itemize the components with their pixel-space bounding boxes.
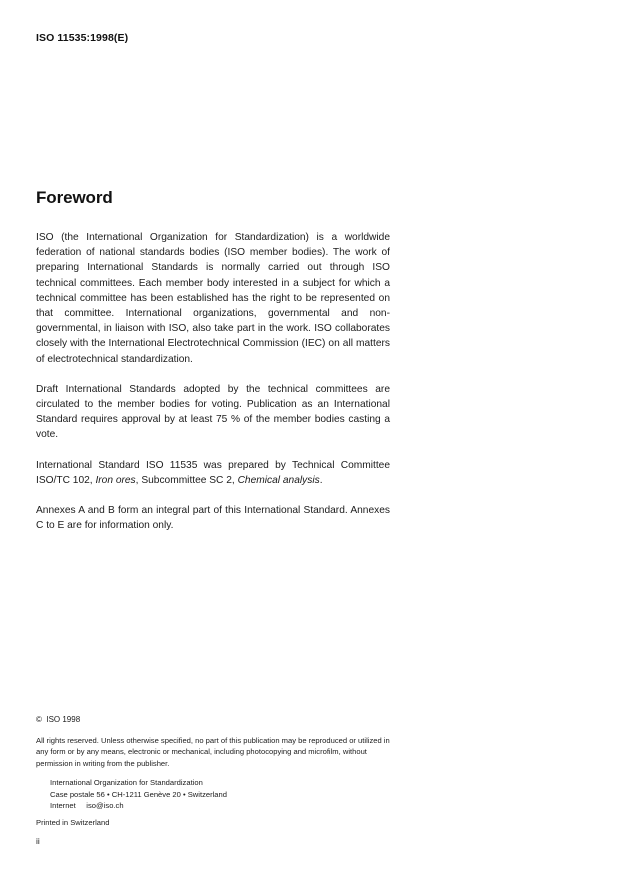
imprint-block — [36, 714, 406, 829]
copyright-notice: © ISO 1998 — [36, 715, 81, 724]
page-title: Foreword — [36, 188, 113, 207]
foreword-section — [36, 188, 390, 533]
foreword-paragraph-2: Draft International Standards adopted by the technical committees are circulated to the member bodies for voting. Publication as an International Standard requires approval by at least 75 % of the member bodies casting a vote. — [36, 383, 390, 441]
address-line-organization: International Organization for Standardization — [50, 778, 203, 788]
running-header-standard-ref: ISO 11535:1998(E) — [36, 32, 129, 44]
foreword-paragraph-4: Annexes A and B form an integral part of this International Standard. Annexes C to E are for information only. — [36, 505, 390, 532]
foreword-paragraph-3: International Standard ISO 11535 was prepared by Technical Committee ISO/TC 102, Iron ores, Subcommittee SC 2, Chemical analysis. — [36, 459, 390, 486]
rights-reserved-text: All rights reserved. Unless otherwise specified, no part of this publication may be reproduced or utilized in any form or by any means, electronic or mechanical, including photocopying and microfilm, without permission in writing from the publisher. — [36, 736, 390, 768]
page-number: ii — [36, 836, 40, 846]
printed-in-text: Printed in Switzerland — [36, 818, 110, 828]
foreword-paragraph-1: ISO (the International Organization for Standardization) is a worldwide federation of national standards bodies (ISO member bodies). The work of preparing International Standards is normally carried out through ISO technical committees. Each member body interested in a subject for which a technical committee has been established has the right to be represented on that committee. International organizations, governmental and non-governmental, in liaison with ISO, also take part in the work. ISO collaborates closely with the International Electrotechnical Commission (IEC) on all matters of electrotechnical standardization. — [36, 232, 390, 365]
iso-address-block — [50, 777, 406, 811]
address-line-postal: Case postale 56 • CH-1211 Genève 20 • Switzerland — [50, 789, 227, 799]
address-line-internet: Internet iso@iso.ch — [50, 801, 124, 811]
